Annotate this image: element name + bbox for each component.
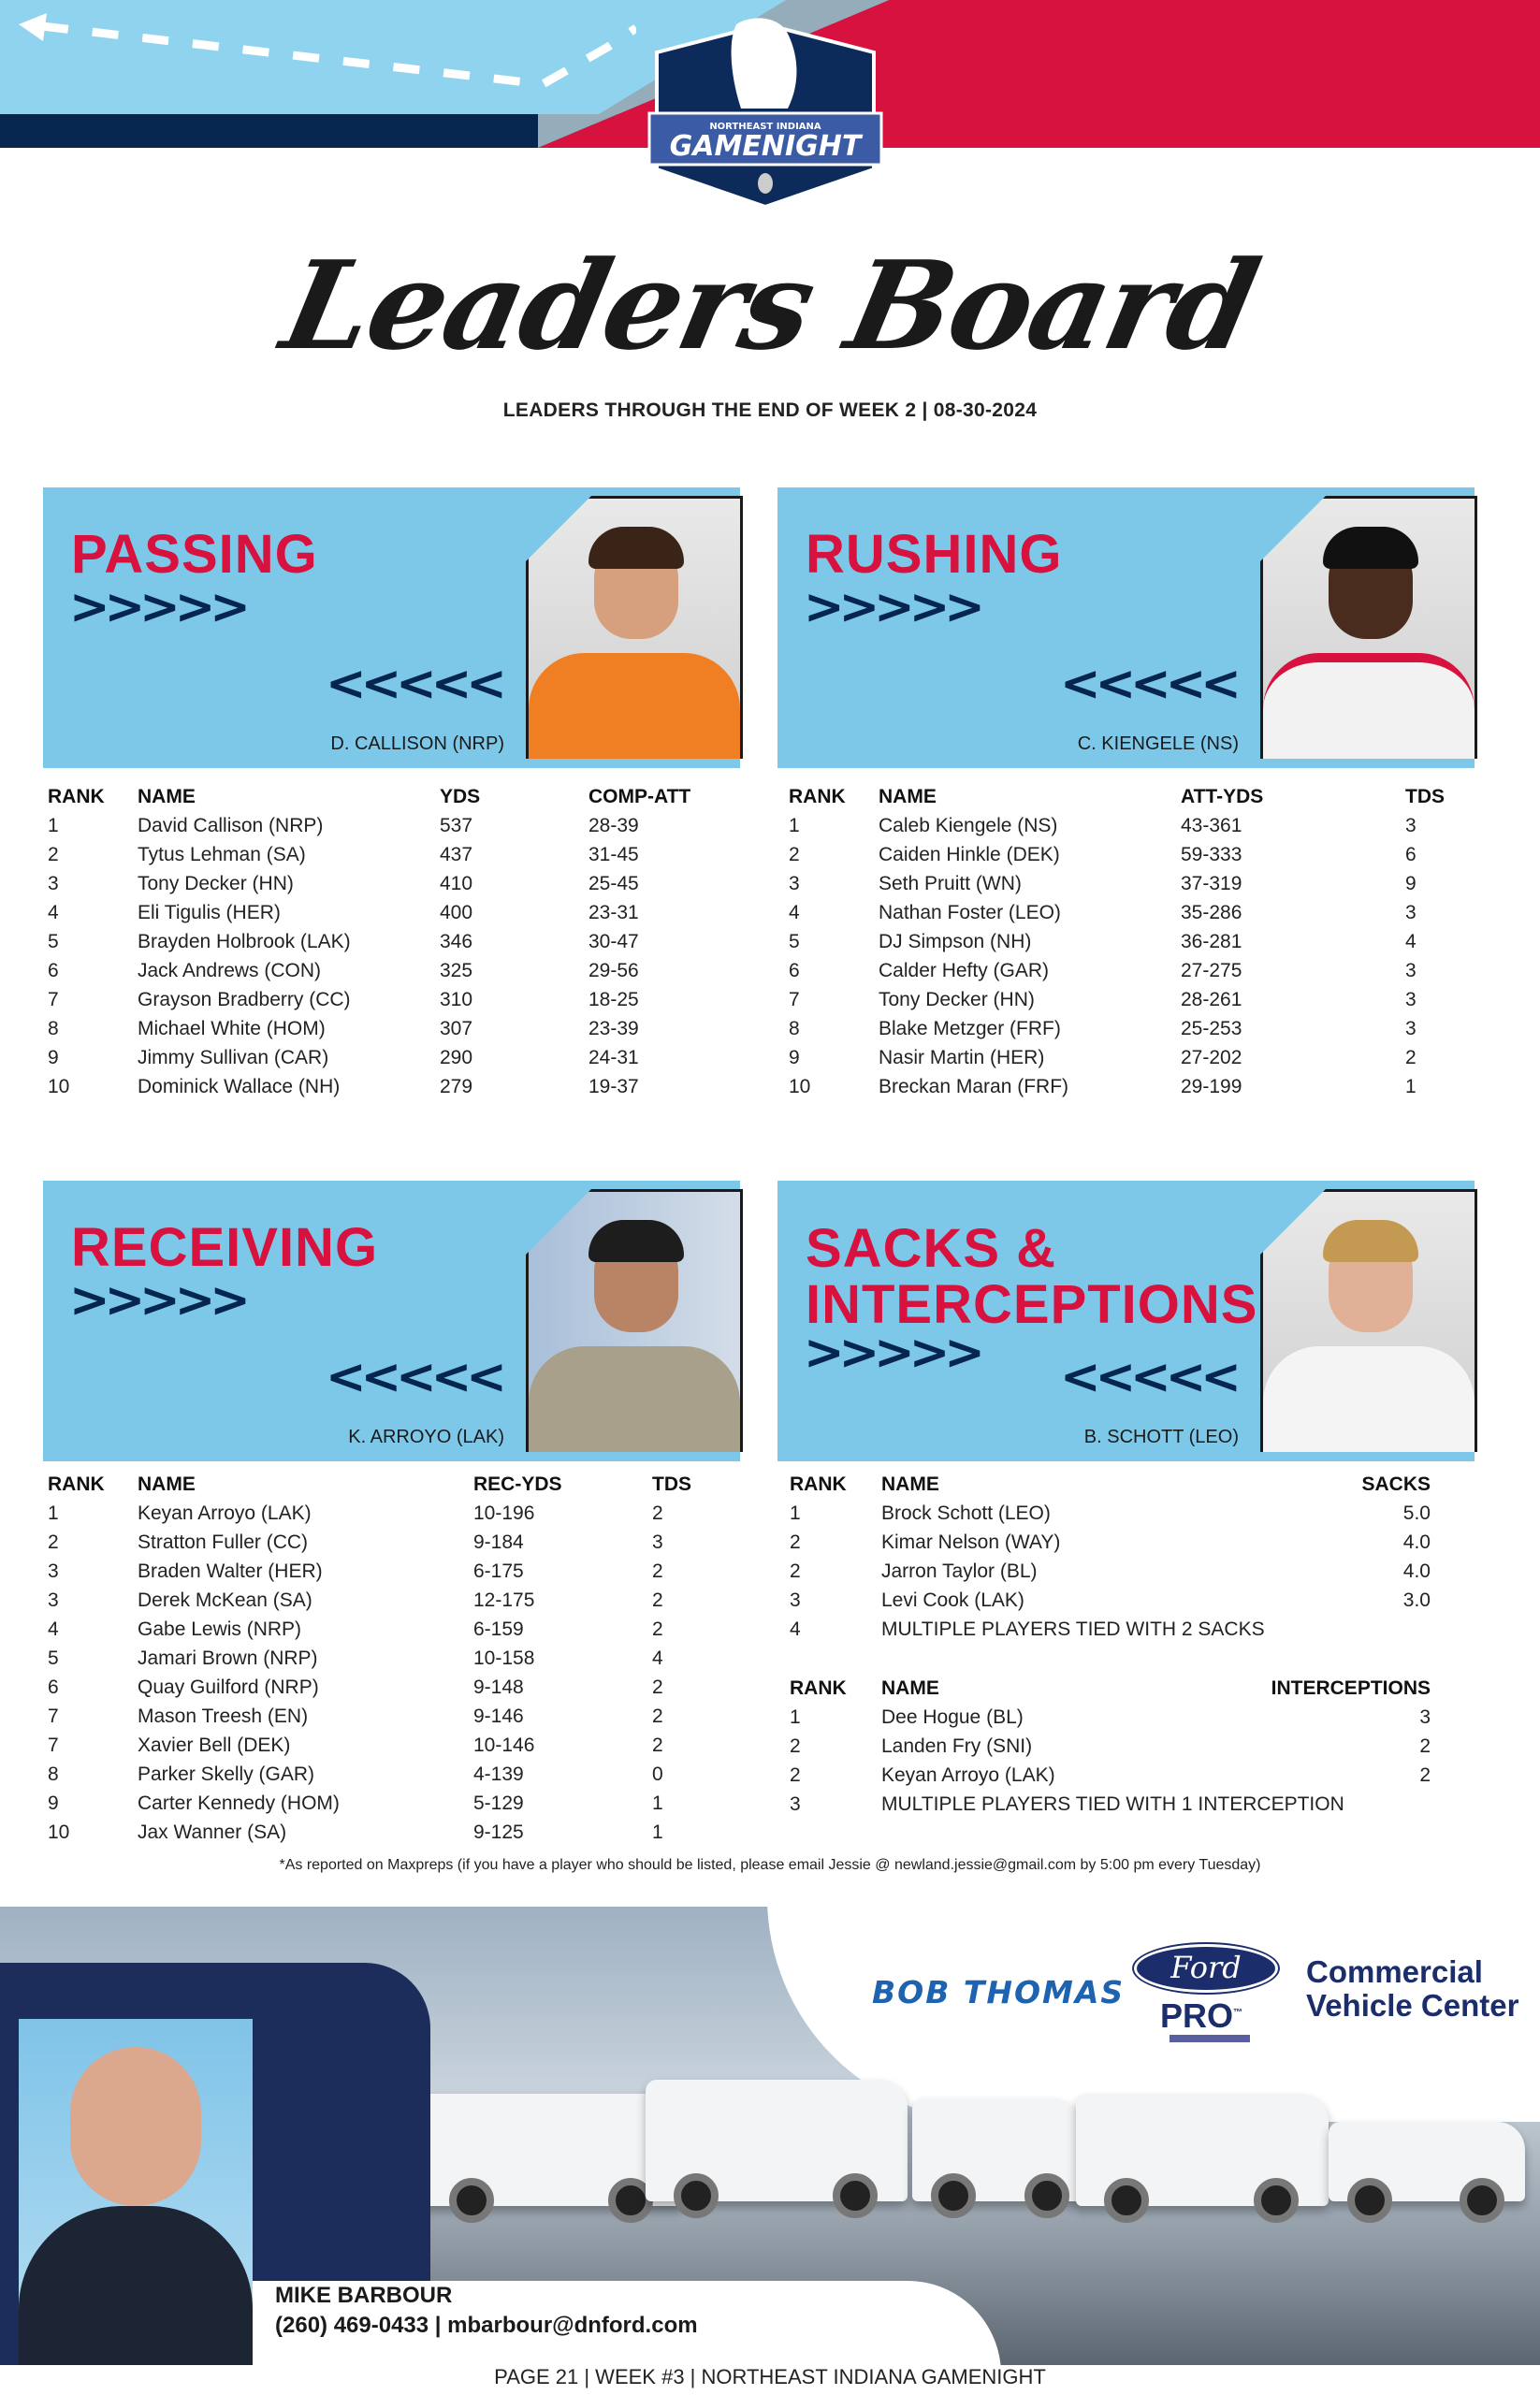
cell: RANK [48, 786, 105, 807]
cell: 2 [1419, 1735, 1431, 1757]
cell: 6 [789, 960, 800, 981]
cell: Levi Cook (LAK) [881, 1589, 1024, 1611]
table-row [48, 1615, 740, 1644]
cell: NAME [881, 1473, 939, 1495]
cell: 4 [48, 1618, 59, 1640]
cell: 9 [1405, 873, 1417, 894]
cell: 3 [1419, 1706, 1431, 1728]
cell: Tony Decker (HN) [879, 989, 1035, 1010]
cell: TDS [1405, 786, 1445, 807]
cell: Derek McKean (SA) [138, 1589, 312, 1611]
cell: 290 [440, 1047, 473, 1068]
table-row [48, 1789, 740, 1818]
cell: 3 [652, 1531, 663, 1553]
cell: 2 [1405, 1047, 1417, 1068]
cell: Seth Pruitt (WN) [879, 873, 1022, 894]
interceptions-table [790, 1674, 1431, 1819]
chevrons-left-icon: <<<<< [1060, 656, 1236, 712]
cell: 537 [440, 815, 473, 836]
cell: Caiden Hinkle (DEK) [879, 844, 1060, 865]
cell: 9 [48, 1047, 59, 1068]
cell: Jamari Brown (NRP) [138, 1647, 318, 1669]
footnote: *As reported on Maxpreps (if you have a player who should be listed, please email Jessie @ newland.jessie@gmail.com by 5:00 pm every Tuesday) [279, 1857, 1261, 1873]
play-arrow-icon [19, 9, 636, 94]
cell: RANK [790, 1473, 847, 1495]
cell: 4 [48, 902, 59, 923]
cell: 10 [48, 1822, 70, 1843]
contact-phone-email[interactable]: (260) 469-0433 | mbarbour@dnford.com [275, 2313, 698, 2338]
table-row [48, 1673, 740, 1702]
cell: 36-281 [1181, 931, 1242, 952]
cell: 8 [789, 1018, 800, 1039]
cell: Calder Hefty (GAR) [879, 960, 1050, 981]
cell: Blake Metzger (FRF) [879, 1018, 1061, 1039]
cell: 28-39 [588, 815, 639, 836]
table-row [48, 1499, 740, 1528]
cell: 7 [48, 989, 59, 1010]
table-row [790, 1528, 1431, 1557]
dump-truck-image [912, 2098, 1081, 2201]
rushing-panel [777, 487, 1475, 768]
cell: Dee Hogue (BL) [881, 1706, 1024, 1728]
cell: 1 [48, 1502, 59, 1524]
cell: 4.0 [1402, 1560, 1431, 1582]
cell: 10 [48, 1076, 70, 1097]
cell: 6 [48, 1676, 59, 1698]
contact-info [275, 2281, 698, 2341]
cell: RANK [48, 1473, 105, 1495]
logo-text: GAMENIGHT [669, 130, 862, 163]
cell: 1 [652, 1822, 663, 1843]
cell: RANK [790, 1677, 847, 1699]
cell: 3 [1405, 902, 1417, 923]
cell: 3 [1405, 1018, 1417, 1039]
cell: MULTIPLE PLAYERS TIED WITH 1 INTERCEPTION [881, 1793, 1344, 1815]
table-row [48, 956, 740, 985]
cell: 27-275 [1181, 960, 1242, 981]
cell: 10 [789, 1076, 811, 1097]
section-title: RUSHING [806, 524, 1063, 585]
cell: 2 [48, 1531, 59, 1553]
cell: 9 [789, 1047, 800, 1068]
cell: 310 [440, 989, 473, 1010]
cell: 1 [790, 1502, 801, 1524]
cell: 2 [652, 1706, 663, 1727]
chevrons-left-icon: <<<<< [326, 656, 501, 712]
cell: 25-45 [588, 873, 639, 894]
table-row [789, 840, 1481, 869]
table-row [48, 1818, 740, 1847]
cell: Nathan Foster (LEO) [879, 902, 1061, 923]
chevrons-right-icon: >>>>> [69, 579, 245, 635]
cell: Michael White (HOM) [138, 1018, 326, 1039]
cell: NAME [138, 786, 196, 807]
cell: 279 [440, 1076, 473, 1097]
table-header [48, 782, 740, 811]
chevrons-left-icon: <<<<< [1060, 1349, 1236, 1405]
table-row [789, 898, 1481, 927]
cell: Jax Wanner (SA) [138, 1822, 287, 1843]
cell: 23-39 [588, 1018, 639, 1039]
cell: 2 [789, 844, 800, 865]
cell: Grayson Bradberry (CC) [138, 989, 351, 1010]
trademark: ™ [1233, 2008, 1243, 2018]
cell: DJ Simpson (NH) [879, 931, 1032, 952]
cell: Braden Walter (HER) [138, 1560, 323, 1582]
cell: 2 [790, 1764, 801, 1786]
cell: 2 [652, 1560, 663, 1582]
cell: 43-361 [1181, 815, 1242, 836]
cell: Mason Treesh (EN) [138, 1706, 309, 1727]
table-row [48, 1072, 740, 1101]
cell: Jarron Taylor (BL) [881, 1560, 1038, 1582]
table-row [48, 1557, 740, 1586]
chevrons-right-icon: >>>>> [804, 1325, 980, 1381]
cell: 10-196 [473, 1502, 535, 1524]
cell: 3 [1405, 815, 1417, 836]
cell: Landen Fry (SNI) [881, 1735, 1033, 1757]
table-header [790, 1674, 1431, 1703]
section-title: RECEIVING [71, 1217, 379, 1278]
cell: 4-139 [473, 1764, 524, 1785]
cell: Tytus Lehman (SA) [138, 844, 306, 865]
sacks-table [790, 1470, 1431, 1644]
cell: Keyan Arroyo (LAK) [881, 1764, 1055, 1786]
cell: Brayden Holbrook (LAK) [138, 931, 351, 952]
cell: 410 [440, 873, 473, 894]
cell: 6-175 [473, 1560, 524, 1582]
page-subtitle: LEADERS THROUGH THE END OF WEEK 2 | 08-30-2024 [502, 399, 1038, 421]
cell: 3 [790, 1589, 801, 1611]
cell: 2 [790, 1735, 801, 1757]
table-row [48, 927, 740, 956]
cell: Brock Schott (LEO) [881, 1502, 1051, 1524]
table-header [48, 1470, 740, 1499]
cell: NAME [881, 1677, 939, 1699]
table-row [48, 1043, 740, 1072]
pro-text: PRO [1160, 1996, 1234, 2035]
table-row [789, 927, 1481, 956]
cell: 6 [1405, 844, 1417, 865]
cell: 6-159 [473, 1618, 524, 1640]
cell: 1 [1405, 1076, 1417, 1097]
cell: Kimar Nelson (WAY) [881, 1531, 1061, 1553]
table-row [48, 898, 740, 927]
cell: 2 [652, 1502, 663, 1524]
van-image [646, 2080, 908, 2201]
cell: REC-YDS [473, 1473, 562, 1495]
section-title-line2: INTERCEPTIONS [806, 1274, 1258, 1335]
chevrons-left-icon: <<<<< [326, 1349, 501, 1405]
cell: 18-25 [588, 989, 639, 1010]
cell: 5 [48, 931, 59, 952]
cell: 1 [790, 1706, 801, 1728]
table-row [790, 1790, 1431, 1819]
bob-thomas-logo: BOB THOMAS [872, 1974, 1126, 2010]
table-row [789, 1014, 1481, 1043]
page-title: Leaders Board [271, 234, 1269, 377]
cell: 10-146 [473, 1735, 535, 1756]
cell: 3 [48, 1589, 59, 1611]
cell: NAME [879, 786, 937, 807]
cell: Carter Kennedy (HOM) [138, 1793, 340, 1814]
cell: RANK [789, 786, 846, 807]
pro-underline [1170, 2035, 1250, 2042]
table-row [48, 811, 740, 840]
cell: 5-129 [473, 1793, 524, 1814]
cell: Keyan Arroyo (LAK) [138, 1502, 312, 1524]
rushing-table [789, 782, 1481, 1101]
cell: 1 [48, 815, 59, 836]
cell: COMP-ATT [588, 786, 691, 807]
service-van-image [1329, 2122, 1525, 2201]
cell: 3 [790, 1793, 801, 1815]
table-row [790, 1557, 1431, 1586]
cvc-line2: Vehicle Center [1306, 1988, 1519, 2023]
player-photo [1260, 496, 1477, 759]
cell: 4 [1405, 931, 1417, 952]
player-caption: C. KIENGELE (NS) [1077, 733, 1239, 754]
contact-name: MIKE BARBOUR [275, 2283, 453, 2308]
cell: 12-175 [473, 1589, 535, 1611]
cell: Xavier Bell (DEK) [138, 1735, 291, 1756]
cell: 2 [652, 1735, 663, 1756]
table-row [48, 1644, 740, 1673]
receiving-panel [43, 1181, 740, 1461]
table-row [48, 1528, 740, 1557]
cell: 1 [652, 1793, 663, 1814]
cell: 437 [440, 844, 473, 865]
cell: 37-319 [1181, 873, 1242, 894]
commercial-vehicle-center [1306, 1955, 1518, 2023]
cell: 25-253 [1181, 1018, 1242, 1039]
cell: 307 [440, 1018, 473, 1039]
cell: 59-333 [1181, 844, 1242, 865]
cell: NAME [138, 1473, 196, 1495]
table-row [48, 1760, 740, 1789]
cell: 3.0 [1402, 1589, 1431, 1611]
cell: 4 [652, 1647, 663, 1669]
table-row [790, 1761, 1431, 1790]
logo-text-top: NORTHEAST INDIANA [709, 122, 821, 132]
cell: 30-47 [588, 931, 639, 952]
cell: Tony Decker (HN) [138, 873, 294, 894]
cell: 23-31 [588, 902, 639, 923]
cell: Jack Andrews (CON) [138, 960, 322, 981]
cell: 3 [48, 1560, 59, 1582]
cell: Quay Guilford (NRP) [138, 1676, 319, 1698]
cell: 3 [1405, 989, 1417, 1010]
cell: Eli Tigulis (HER) [138, 902, 281, 923]
table-row [790, 1586, 1431, 1615]
cell: 2 [790, 1531, 801, 1553]
cell: YDS [440, 786, 481, 807]
player-photo [526, 1189, 743, 1452]
cell: 10-158 [473, 1647, 535, 1669]
table-row [48, 869, 740, 898]
cell: ATT-YDS [1181, 786, 1264, 807]
table-row [48, 840, 740, 869]
cell: 7 [48, 1735, 59, 1756]
ford-logo: Ford [1134, 1944, 1278, 1993]
cell: 1 [789, 815, 800, 836]
truck-image [421, 2094, 683, 2206]
ford-pro-label [1160, 1996, 1242, 2036]
passing-panel [43, 487, 740, 768]
cell: 28-261 [1181, 989, 1242, 1010]
cell: 3 [789, 873, 800, 894]
cell: 2 [652, 1618, 663, 1640]
table-row [789, 956, 1481, 985]
passing-table [48, 782, 740, 1101]
cell: 24-31 [588, 1047, 639, 1068]
sacks-interceptions-panel [777, 1181, 1475, 1461]
cvc-line1: Commercial [1306, 1954, 1483, 1989]
cell: 2 [1419, 1764, 1431, 1786]
cell: 4.0 [1402, 1531, 1431, 1553]
cell: 9-125 [473, 1822, 524, 1843]
cell: 0 [652, 1764, 663, 1785]
cell: 31-45 [588, 844, 639, 865]
table-header [790, 1470, 1431, 1499]
player-photo [1260, 1189, 1477, 1452]
table-header [789, 782, 1481, 811]
cell: 9 [48, 1793, 59, 1814]
player-caption: D. CALLISON (NRP) [330, 733, 504, 754]
cell: 2 [48, 844, 59, 865]
cell: 2 [652, 1589, 663, 1611]
cell: 5.0 [1402, 1502, 1431, 1524]
cell: INTERCEPTIONS [1271, 1677, 1431, 1699]
chevrons-right-icon: >>>>> [804, 579, 980, 635]
cell: 29-199 [1181, 1076, 1242, 1097]
cell: TDS [652, 1473, 691, 1495]
cell: 3 [1405, 960, 1417, 981]
table-row [48, 1014, 740, 1043]
player-photo [526, 496, 743, 759]
cell: 27-202 [1181, 1047, 1242, 1068]
page-footer: PAGE 21 | WEEK #3 | NORTHEAST INDIANA GAMENIGHT [494, 2365, 1046, 2388]
cell: 8 [48, 1018, 59, 1039]
table-row [48, 1586, 740, 1615]
cell: 7 [789, 989, 800, 1010]
cell: 400 [440, 902, 473, 923]
cell: Jimmy Sullivan (CAR) [138, 1047, 329, 1068]
cell: 4 [789, 902, 800, 923]
player-caption: B. SCHOTT (LEO) [1083, 1427, 1239, 1447]
table-row [789, 985, 1481, 1014]
cell: 2 [652, 1676, 663, 1698]
cell: Parker Skelly (GAR) [138, 1764, 315, 1785]
table-row [48, 985, 740, 1014]
chevrons-right-icon: >>>>> [69, 1272, 245, 1328]
cell: 5 [48, 1647, 59, 1669]
table-row [789, 869, 1481, 898]
contact-photo [19, 2019, 253, 2365]
gamenight-logo [647, 15, 883, 207]
table-row [790, 1703, 1431, 1732]
cell: 2 [790, 1560, 801, 1582]
cell: 9-146 [473, 1706, 524, 1727]
cell: SACKS [1361, 1473, 1431, 1495]
cell: Stratton Fuller (CC) [138, 1531, 309, 1553]
cell: 8 [48, 1764, 59, 1785]
utility-truck-image [1076, 2094, 1329, 2206]
cell: 19-37 [588, 1076, 639, 1097]
cell: 325 [440, 960, 473, 981]
table-row [48, 1731, 740, 1760]
cell: 9-184 [473, 1531, 524, 1553]
section-title-line1: SACKS & [806, 1218, 1057, 1279]
table-row [789, 1043, 1481, 1072]
cell: Caleb Kiengele (NS) [879, 815, 1058, 836]
cell: 29-56 [588, 960, 639, 981]
cell: Dominick Wallace (NH) [138, 1076, 341, 1097]
table-row [48, 1702, 740, 1731]
cell: 35-286 [1181, 902, 1242, 923]
cell: 346 [440, 931, 473, 952]
cell: Breckan Maran (FRF) [879, 1076, 1069, 1097]
cell: Gabe Lewis (NRP) [138, 1618, 302, 1640]
table-row [790, 1732, 1431, 1761]
cell: 6 [48, 960, 59, 981]
table-row [789, 1072, 1481, 1101]
cell: 9-148 [473, 1676, 524, 1698]
receiving-table [48, 1470, 740, 1847]
cell: 5 [789, 931, 800, 952]
cell: MULTIPLE PLAYERS TIED WITH 2 SACKS [881, 1618, 1265, 1640]
cell: 3 [48, 873, 59, 894]
table-row [789, 811, 1481, 840]
player-caption: K. ARROYO (LAK) [348, 1427, 504, 1447]
table-row [790, 1499, 1431, 1528]
cell: 4 [790, 1618, 801, 1640]
cell: Nasir Martin (HER) [879, 1047, 1045, 1068]
section-title: PASSING [71, 524, 318, 585]
cell: 7 [48, 1706, 59, 1727]
cell: David Callison (NRP) [138, 815, 324, 836]
table-row [790, 1615, 1431, 1644]
